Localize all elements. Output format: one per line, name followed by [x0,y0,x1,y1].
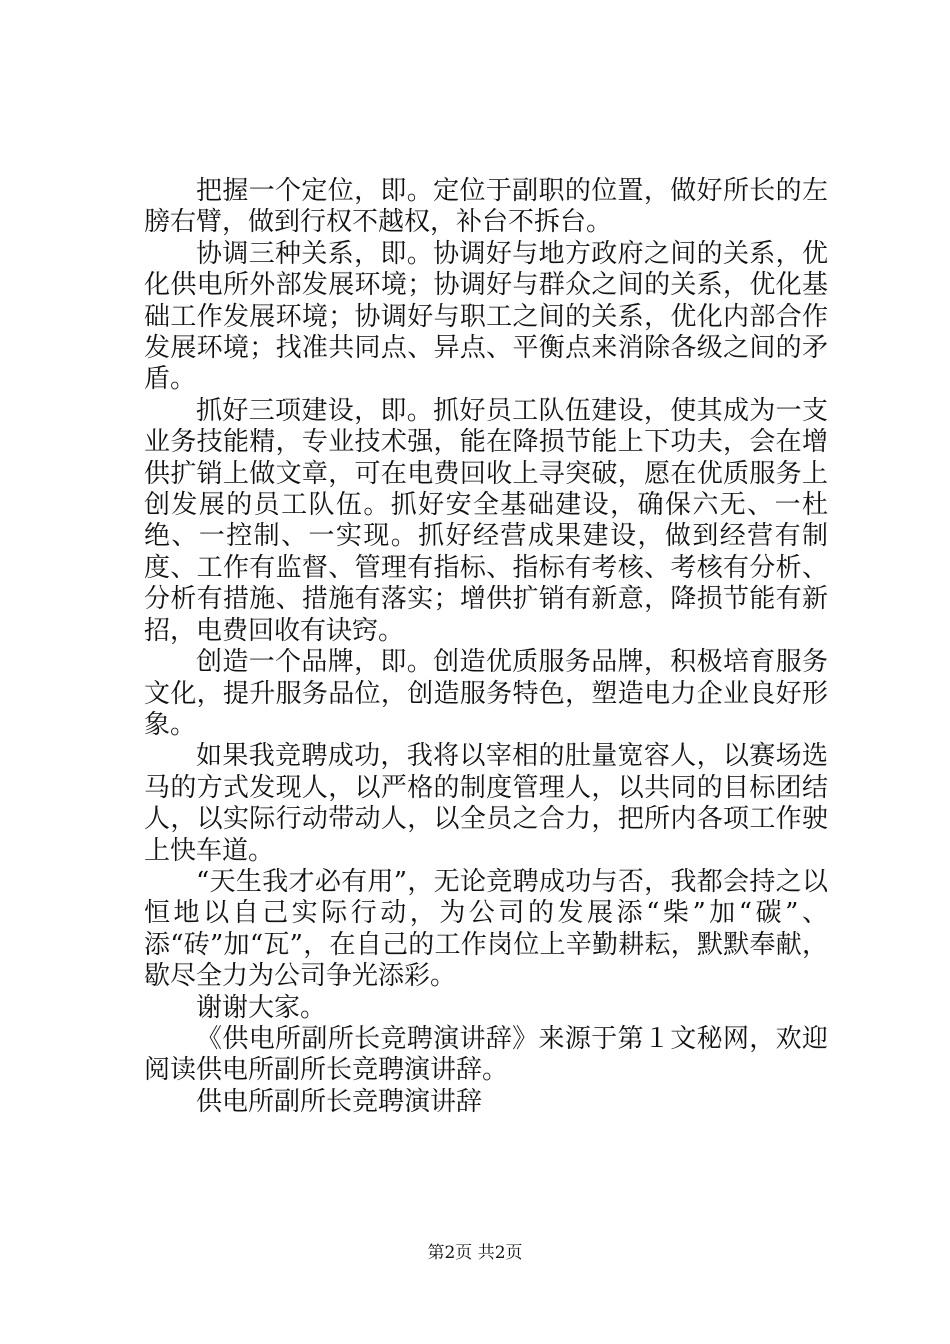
paragraph-if-successful: 如果我竞聘成功，我将以宰相的肚量宽容人，以赛场选马的方式发现人，以严格的制度管理人，以共同的目标团结人，以实际行动带动人，以全员之合力，把所内各项工作驶上快车道。 [144,741,828,866]
paragraph-source: 《供电所副所长竞聘演讲辞》来源于第１文秘网，欢迎阅读供电所副所长竞聘演讲辞。 [144,1023,828,1086]
paragraph-relationships: 协调三种关系，即。协调好与地方政府之间的关系，优化供电所外部发展环境；协调好与群众之间的关系，优化基础工作发展环境；协调好与职工之间的关系，优化内部合作发展环境；找准共同点、异点、平衡点来消除各级之间的矛盾。 [144,238,828,395]
paragraph-title-repeat: 供电所副所长竞聘演讲辞 [196,1086,483,1117]
paragraph-construction: 抓好三项建设，即。抓好员工队伍建设，使其成为一支业务技能精，专业技术强，能在降损节能上下功夫，会在增供扩销上做文章，可在电费回收上寻突破，愿在优质服务上创发展的员工队伍。抓好安全基础建设，确保六无、一杜绝、一控制、一实现。抓好经营成果建设，做到经营有制度、工作有监督、管理有指标、指标有考核、考核有分析、分析有措施、措施有落实；增供扩销有新意，降损节能有新招，电费回收有诀窍。 [144,395,828,646]
paragraph-brand: 创造一个品牌，即。创造优质服务品牌，积极培育服务文化，提升服务品位，创造服务特色，塑造电力企业良好形象。 [144,647,828,740]
paragraph-positioning: 把握一个定位，即。定位于副职的位置，做好所长的左膀右臂，做到行权不越权，补台不拆台。 [144,176,828,238]
paragraph-thanks: 谢谢大家。 [196,992,327,1023]
paragraph-talent: “天生我才必有用”，无论竞聘成功与否，我都会持之以恒地以自己实际行动，为公司的发展添“柴”加“碳”、添“砖”加“瓦”，在自己的工作岗位上辛勤耕耘，默默奉献，歇尽全力为公司争光添彩。 [144,866,828,992]
document-body [144,176,828,1118]
page-number: 第2页 共2页 [427,1243,523,1263]
